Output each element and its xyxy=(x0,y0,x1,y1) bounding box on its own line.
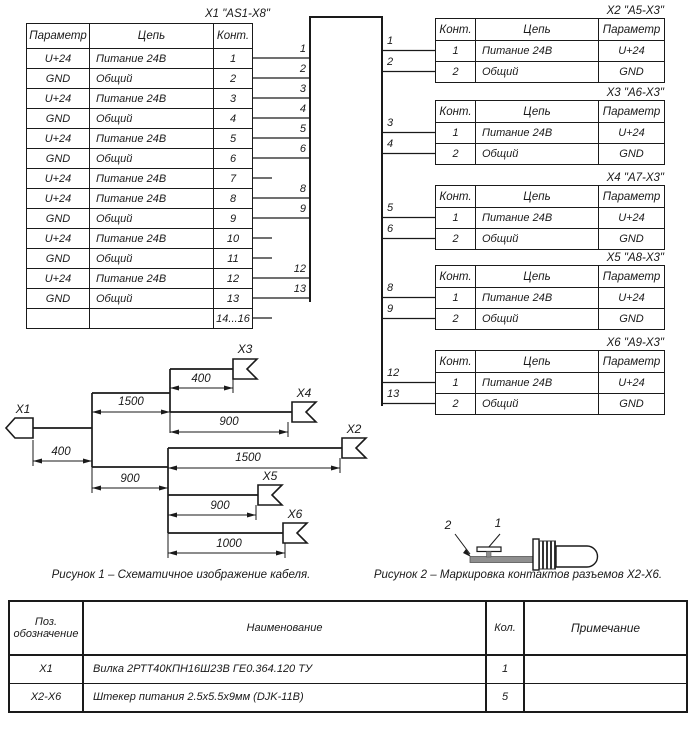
circuit-cell xyxy=(90,309,214,329)
pin-number-label: 8 xyxy=(299,183,306,195)
contact-cell: 5 xyxy=(214,129,253,149)
name-cell: Штекер питания 2.5х5.5х9мм (DJK-11B) xyxy=(83,683,486,712)
x2-table-title: X2 "A5-X3" xyxy=(606,5,664,17)
wire-number-label: 6 xyxy=(387,223,394,235)
x2-flag-label: X2 xyxy=(346,422,362,436)
table-row xyxy=(436,62,665,83)
wire-number-label: 8 xyxy=(387,282,394,294)
circuit-cell: Питание 24В xyxy=(476,208,599,229)
contact-cell: 14...16 xyxy=(214,309,253,329)
pin-number-label: 12 xyxy=(293,263,306,275)
circuit-cell: Общий xyxy=(476,144,599,165)
qty-cell: 5 xyxy=(486,683,524,712)
circuit-cell: Общий xyxy=(476,394,599,415)
position-cell: X1 xyxy=(9,655,83,683)
dim-x6-1000: 1000 xyxy=(216,538,242,550)
circuit-cell: Общий xyxy=(90,69,214,89)
wire-number-label: 9 xyxy=(387,303,394,315)
param-cell: U+24 xyxy=(599,41,665,62)
figure1-caption: Рисунок 1 – Схематичное изображение кабеля. xyxy=(51,569,311,581)
param-cell: U+24 xyxy=(599,373,665,394)
param-cell: GND xyxy=(599,144,665,165)
table-row xyxy=(27,129,253,149)
table-row xyxy=(27,249,253,269)
position-cell: X2-X6 xyxy=(9,683,83,712)
table-row xyxy=(436,309,665,330)
wire-number-label: 5 xyxy=(387,202,394,214)
contact-cell: 1 xyxy=(436,373,476,394)
fig2-pin2-label: 2 xyxy=(444,518,452,532)
table-row xyxy=(27,289,253,309)
table-header-row xyxy=(436,266,665,288)
column-header-circuit: Цепь xyxy=(476,101,599,123)
contact-cell: 2 xyxy=(436,144,476,165)
circuit-cell: Общий xyxy=(90,149,214,169)
param-cell: GND xyxy=(27,209,90,229)
wire-number-label: 13 xyxy=(387,388,400,400)
wire-number-label: 12 xyxy=(387,367,400,379)
column-header-note: Примечание xyxy=(524,601,687,655)
contact-cell: 9 xyxy=(214,209,253,229)
dim-lower-trunk-900: 900 xyxy=(120,473,140,485)
pin-number-label: 2 xyxy=(299,63,306,75)
table-row xyxy=(27,49,253,69)
pin-number-label: 5 xyxy=(299,123,306,135)
table-row xyxy=(27,109,253,129)
table-row xyxy=(27,149,253,169)
param-cell: U+24 xyxy=(599,123,665,144)
x5-pinout-table xyxy=(435,265,665,330)
x4-pinout-table xyxy=(435,185,665,250)
wire-number-label: 2 xyxy=(387,56,394,68)
param-cell: U+24 xyxy=(27,169,90,189)
table-header-row xyxy=(27,24,253,49)
pin2-leader-line xyxy=(455,534,470,554)
fig2-pin1-label: 1 xyxy=(494,516,502,530)
table-header-row xyxy=(436,19,665,41)
x1-plug-symbol xyxy=(6,418,33,438)
contact-cell: 2 xyxy=(214,69,253,89)
contact-cell: 1 xyxy=(436,123,476,144)
x4-flag-symbol xyxy=(292,402,316,422)
column-header-param: Параметр xyxy=(599,266,665,288)
cable-bundle-outline xyxy=(310,17,382,406)
contact-cell: 2 xyxy=(436,62,476,83)
contact-cell: 3 xyxy=(214,89,253,109)
param-cell: GND xyxy=(27,249,90,269)
param-cell xyxy=(27,309,90,329)
contact-cell: 1 xyxy=(436,288,476,309)
x1-pinout-table xyxy=(26,23,253,329)
table-row xyxy=(27,169,253,189)
name-cell: Вилка 2РТТ40КПН16Ш23В ГЕ0.364.120 ТУ xyxy=(83,655,486,683)
contact-cell: 6 xyxy=(214,149,253,169)
table-row xyxy=(27,229,253,249)
pin-number-label: 6 xyxy=(299,143,306,155)
x3-flag-label: X3 xyxy=(237,342,253,356)
circuit-cell: Общий xyxy=(90,209,214,229)
table-header-row xyxy=(436,351,665,373)
circuit-cell: Питание 24В xyxy=(90,169,214,189)
column-header-contact: Конт. xyxy=(436,186,476,208)
contact-cell: 1 xyxy=(436,208,476,229)
table-header-row xyxy=(436,101,665,123)
contact-cell: 13 xyxy=(214,289,253,309)
table-row xyxy=(436,41,665,62)
circuit-cell: Питание 24В xyxy=(476,41,599,62)
param-cell: GND xyxy=(599,62,665,83)
param-cell: U+24 xyxy=(599,288,665,309)
column-header-contact: Конт. xyxy=(436,101,476,123)
table-row xyxy=(436,144,665,165)
column-header-param: Параметр xyxy=(599,19,665,41)
param-cell: GND xyxy=(599,309,665,330)
contact-cell: 1 xyxy=(436,41,476,62)
column-header-circuit: Цепь xyxy=(476,186,599,208)
x2-pinout-table xyxy=(435,18,665,83)
wire-number-label: 4 xyxy=(387,138,394,150)
circuit-cell: Общий xyxy=(90,289,214,309)
param-cell: U+24 xyxy=(27,269,90,289)
circuit-cell: Общий xyxy=(90,249,214,269)
table-row xyxy=(436,394,665,415)
column-header-name: Наименование xyxy=(83,601,486,655)
param-cell: U+24 xyxy=(27,129,90,149)
column-header-contact: Конт. xyxy=(436,266,476,288)
contact-cell: 12 xyxy=(214,269,253,289)
contact-cell: 7 xyxy=(214,169,253,189)
contact-cell: 11 xyxy=(214,249,253,269)
qty-cell: 1 xyxy=(486,655,524,683)
circuit-cell: Питание 24В xyxy=(90,229,214,249)
x3-table-title: X3 "A6-X3" xyxy=(606,87,664,99)
x6-flag-symbol xyxy=(283,523,307,543)
table-row xyxy=(27,89,253,109)
parts-header-row xyxy=(9,601,687,655)
x5-table-title: X5 "A8-X3" xyxy=(606,252,664,264)
x4-table-title: X4 "A7-X3" xyxy=(606,172,664,184)
table-row xyxy=(436,123,665,144)
x6-pinout-table xyxy=(435,350,665,415)
column-header-circuit: Цепь xyxy=(90,24,214,49)
note-cell xyxy=(524,683,687,712)
param-cell: GND xyxy=(27,149,90,169)
x1-table-title: X1 "AS1-X8" xyxy=(204,8,270,20)
dim-x5-900: 900 xyxy=(210,500,230,512)
param-cell: GND xyxy=(599,394,665,415)
param-cell: GND xyxy=(27,289,90,309)
table-row xyxy=(27,309,253,329)
circuit-cell: Питание 24В xyxy=(476,288,599,309)
circuit-cell: Общий xyxy=(476,62,599,83)
column-header-circuit: Цепь xyxy=(476,351,599,373)
contact-cell: 8 xyxy=(214,189,253,209)
x6-table-title: X6 "A9-X3" xyxy=(606,337,664,349)
table-row xyxy=(436,373,665,394)
circuit-cell: Питание 24В xyxy=(90,89,214,109)
column-header-contact: Конт. xyxy=(214,24,253,49)
pin-number-label: 1 xyxy=(299,43,306,55)
plug-barrel xyxy=(556,546,598,567)
table-row xyxy=(27,69,253,89)
contact-cell: 4 xyxy=(214,109,253,129)
parts-row xyxy=(9,683,687,712)
pin-number-label: 13 xyxy=(293,283,306,295)
circuit-cell: Питание 24В xyxy=(476,373,599,394)
table-row xyxy=(27,209,253,229)
x3-pinout-table xyxy=(435,100,665,165)
x1-flag-label: X1 xyxy=(15,402,31,416)
plug-tab-stem xyxy=(487,552,492,558)
column-header-param: Параметр xyxy=(27,24,90,49)
column-header-param: Параметр xyxy=(599,101,665,123)
plug-center-contact-tab xyxy=(477,547,501,552)
table-row xyxy=(27,269,253,289)
fig2-plug-sketch xyxy=(455,534,598,570)
pin-number-label: 3 xyxy=(299,83,306,95)
x2-flag-symbol xyxy=(342,438,366,458)
contact-cell: 1 xyxy=(214,49,253,69)
plug-sleeve-contact xyxy=(470,557,538,563)
pin-number-label: 9 xyxy=(299,203,306,215)
x5-flag-symbol xyxy=(258,485,282,505)
dim-stem-400: 400 xyxy=(51,446,71,458)
column-header-position xyxy=(9,601,83,655)
wire-number-label: 3 xyxy=(387,117,394,129)
circuit-cell: Питание 24В xyxy=(90,189,214,209)
dim-x4-900: 900 xyxy=(219,416,239,428)
contact-cell: 10 xyxy=(214,229,253,249)
position-header-line2: обозначение xyxy=(13,628,79,640)
figure2-caption: Рисунок 2 – Маркировка контактов разъемов Х2-Х6. xyxy=(373,569,663,581)
pin-number-label: 4 xyxy=(299,103,306,115)
table-row xyxy=(436,288,665,309)
param-cell: U+24 xyxy=(27,49,90,69)
param-cell: GND xyxy=(27,69,90,89)
param-cell: GND xyxy=(27,109,90,129)
table-row xyxy=(436,229,665,250)
table-row xyxy=(27,189,253,209)
circuit-cell: Общий xyxy=(90,109,214,129)
dim-upper-trunk-1500: 1500 xyxy=(118,396,144,408)
column-header-qty: Кол. xyxy=(486,601,524,655)
x3-flag-symbol xyxy=(233,359,257,379)
position-header-line1: Поз. xyxy=(34,616,58,628)
param-cell: U+24 xyxy=(27,189,90,209)
circuit-cell: Общий xyxy=(476,309,599,330)
circuit-cell: Питание 24В xyxy=(476,123,599,144)
contact-cell: 2 xyxy=(436,394,476,415)
column-header-circuit: Цепь xyxy=(476,19,599,41)
note-cell xyxy=(524,655,687,683)
x6-flag-label: X6 xyxy=(287,507,303,521)
pin1-leader-line xyxy=(488,534,500,548)
contact-cell: 2 xyxy=(436,229,476,250)
column-header-param: Параметр xyxy=(599,186,665,208)
circuit-cell: Питание 24В xyxy=(90,129,214,149)
circuit-cell: Питание 24В xyxy=(90,49,214,69)
circuit-cell: Общий xyxy=(476,229,599,250)
param-cell: U+24 xyxy=(27,89,90,109)
column-header-circuit: Цепь xyxy=(476,266,599,288)
dim-x3-400: 400 xyxy=(191,373,211,385)
param-cell: U+24 xyxy=(27,229,90,249)
column-header-contact: Конт. xyxy=(436,19,476,41)
plug-flange xyxy=(533,539,539,570)
contact-cell: 2 xyxy=(436,309,476,330)
x4-flag-label: X4 xyxy=(296,386,312,400)
circuit-cell: Питание 24В xyxy=(90,269,214,289)
param-cell: U+24 xyxy=(599,208,665,229)
column-header-contact: Конт. xyxy=(436,351,476,373)
column-header-param: Параметр xyxy=(599,351,665,373)
parts-list-table xyxy=(8,600,688,713)
dim-x2-1500: 1500 xyxy=(235,452,261,464)
table-header-row xyxy=(436,186,665,208)
parts-row xyxy=(9,655,687,683)
table-row xyxy=(436,208,665,229)
x5-flag-label: X5 xyxy=(262,469,278,483)
param-cell: GND xyxy=(599,229,665,250)
wire-number-label: 1 xyxy=(387,35,394,47)
